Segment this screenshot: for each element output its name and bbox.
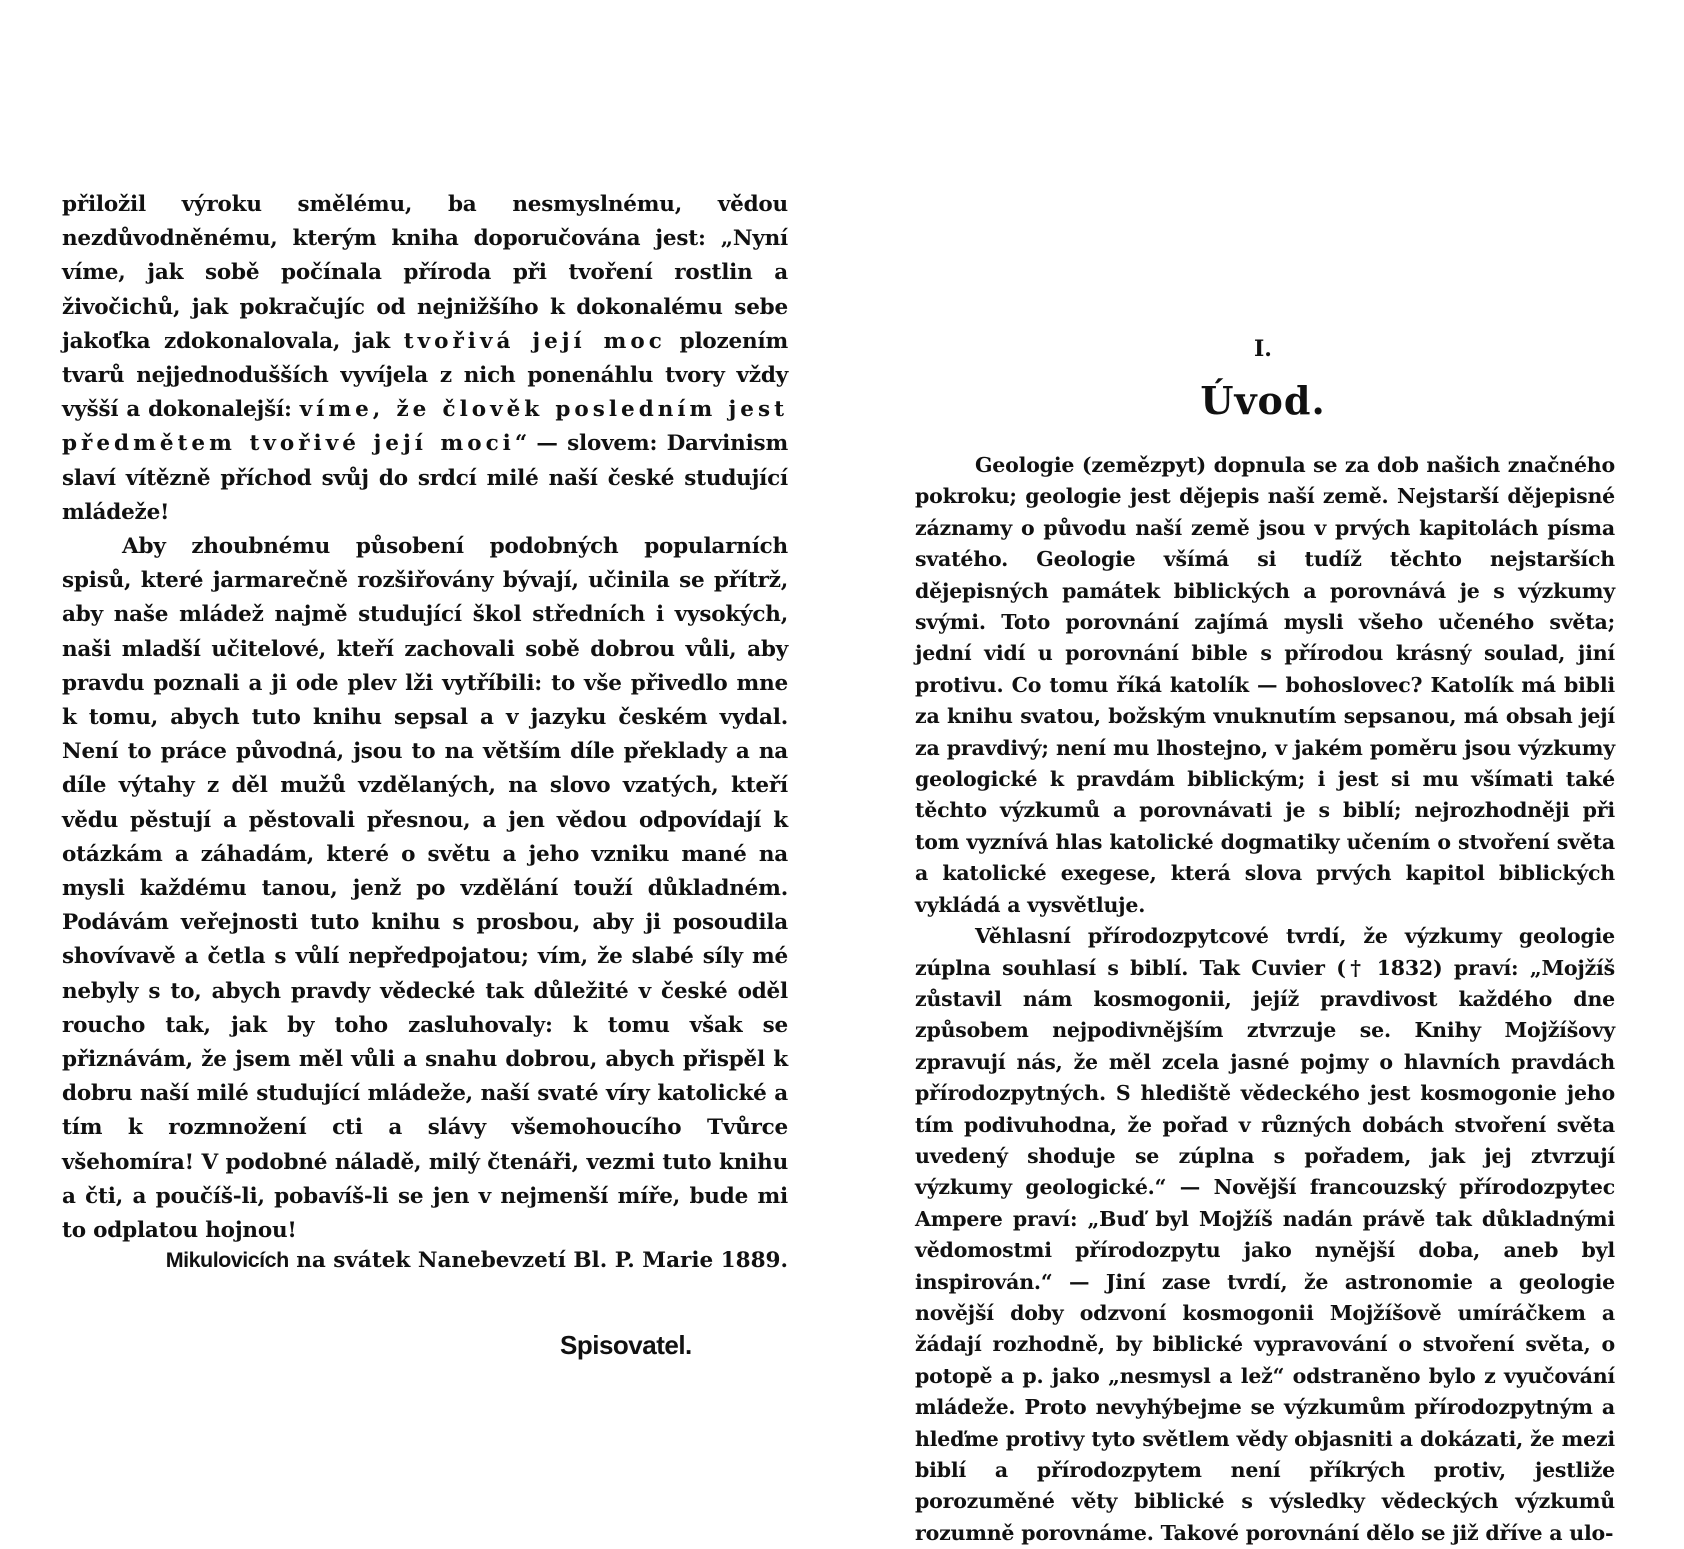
- left-paragraph-1-spaced-phrase-2: víme, že člověk posledním jest předmětem tvořivé její moci: [62, 397, 788, 457]
- left-paragraph-1-end: “ — slovem: Darvinism slaví vítězně příchod svůj do srdcí milé naší české studující mládeže!: [62, 431, 788, 525]
- right-page: [842, 0, 1684, 1545]
- date-line: [62, 1248, 788, 1273]
- author-signature: Spisovatel.: [560, 1330, 692, 1360]
- left-paragraph-2: Aby zhoubnému působení podobných popularních spisů, které jarmarečně rozšiřovány bývají, učinila se přítrž, aby naše mládež najmě studující škol středních i vysokých, naši mladší učitelové, kteří zachovali sobě dobrou vůli, aby pravdu poznali a ji ode plev lži vytříbili: to vše přivedlo mne k tomu, abych tuto knihu sepsal a v jazyku českém vydal. Není to práce původná, jsou to na větším díle překlady a na díle výtahy z děl mužů vzdělaných, na slovo vzatých, kteří vědu pěstují a pěstovali přesnou, a jen vědou odpovídají k otázkám a záhadám, které o světu a jeho vzniku mané na mysli každému tanou, jenž po vzdělání touží důkladném. Podávám veřejnosti tuto knihu s prosbou, aby ji posoudila shovívavě a četla s vůlí nepředpojatou; vím, že slabé síly mé nebyly s to, abych pravdy vědecké tak důležité v české oděl roucho tak, jak by toho zasluhovaly: k tomu však se přiznávám, že jsem měl vůli a snahu dobrou, abych přispěl k dobru naší milé studující mládeže, naší svaté víry katolické a tím k rozmnožení cti a slávy všemohoucího Tvůrce všehomíra! V podobné náladě, milý čtenáři, vezmi tuto knihu a čti, a poučíš-li, pobavíš-li se jen v nejmenší míře, bude mi to odplatou hojnou!: [62, 534, 788, 1244]
- left-page-text: [62, 188, 788, 1248]
- chapter-number: I.: [1254, 336, 1272, 362]
- left-paragraph-1-start: přiložil výroku smělému, ba nesmyslnému, vědou nezdůvodněnému, kterým kniha doporučována jest: „Nyní víme, jak sobě počínala příroda při tvoření rostlin a živočichů, jak pokračujíc od nejnižšího k dokonalému sebe jakoťka zdokonalovala, jak: [62, 192, 788, 354]
- left-page: [0, 0, 842, 1500]
- right-page-text: [915, 450, 1615, 1549]
- right-paragraph-2: Věhlasní přírodozpytcové tvrdí, že výzkumy geologie zúplna souhlasí s biblí. Tak Cuvier († 1832) praví: „Mojžíš zůstavil nám kosmogonii, jejíž pravdivost každého dne způsobem nejpodivnějším ztvrzuje se. Knihy Mojžíšovy zpravují nás, že měl zcela jasné pojmy o hlavních pravdách přírodozpytných. S hlediště vědeckého jest kosmogonie jeho tím podivuhodna, že pořad v různých dobách stvoření světa uvedený shoduje se zúplna s pořadem, jak jej ztvrzují výzkumy geologické.“ — Novější francouzský přírodozpytec Ampere praví: „Buď byl Mojžíš nadán právě tak důkladnými vědomostmi přírodozpytu jako nynější doba, aneb byl inspirován.“ — Jiní zase tvrdí, že astronomie a geologie novější doby odzvoní kosmogonii Mojžíšově umíráčkem a žádají rozhodně, by biblické vypravování o stvoření světa, o potopě a p. jako „nesmysl a lež“ odstraněno bylo z vyučování mládeže. Proto nevyhýbejme se výzkumům přírodozpytným a hleďme protivy tyto světlem vědy objasniti a dokázati, že mezi biblí a přírodozpytem není příkrých protiv, jestliže porozuměné věty biblické s výsledky vědeckých výzkumů rozumně porovnáme. Takové porovnání dělo se již dříve a ulo-: [915, 924, 1615, 1545]
- date-place: Mikulovicích: [165, 1248, 289, 1272]
- left-paragraph-1: [62, 188, 788, 530]
- right-paragraph-1: Geologie (zemězpyt) dopnula se za dob našich značného pokroku; geologie jest dějepis naší země. Nejstarší dějepisné záznamy o původu naší země jsou v prvých kapitolách písma svatého. Geologie všímá si tudíž těchto nejstarších dějepisných památek biblických a porovnává je s výzkumy svými. Toto porovnání zajímá mysli všeho učeného světa; jední vidí u porovnání bible s přírodou krásný soulad, jiní protivu. Co tomu říká katolík — bohoslovec? Katolík má bibli za knihu svatou, božským vnuknutím sepsanou, má obsah její za pravdivý; není mu lhostejno, v jakém poměru jsou výzkumy geologické k pravdám biblickým; i jest si mu všímati také těchto výzkumů a porovnávati je s biblí; nejrozhodněji při tom vyznívá hlas katolické dogmatiky učením o stvoření světa a katolické exegese, která slova prvých kapitol biblických vykládá a vysvětluje.: [915, 453, 1615, 917]
- date-rest: na svátek Nanebevzetí Bl. P. Marie 1889.: [288, 1248, 788, 1273]
- left-paragraph-1-middle: plozením tvarů nejjednodušších vyvíjela z nich ponenáhlu tvory vždy vyšší a dokonalejší:: [62, 328, 788, 423]
- chapter-title: Úvod.: [1200, 378, 1326, 423]
- left-paragraph-1-spaced-phrase-1: tvořivá její moc: [403, 328, 666, 354]
